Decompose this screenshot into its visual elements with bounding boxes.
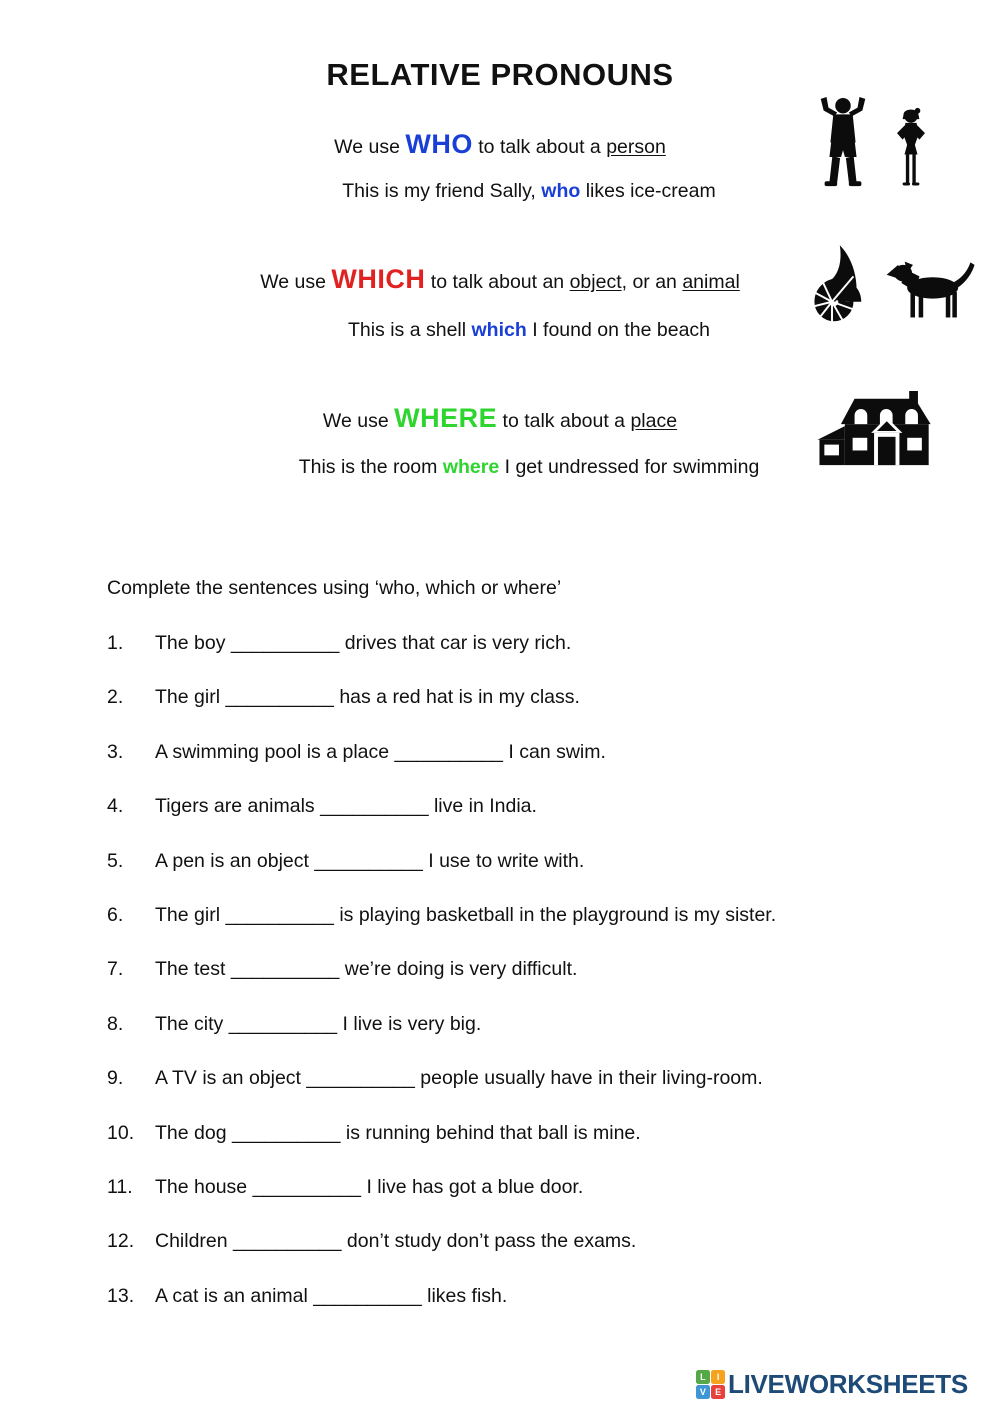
item-text-before: Children (155, 1230, 234, 1253)
item-text-after: I can swim. (502, 740, 606, 763)
item-text-after: I use to write with. (422, 849, 585, 872)
item-number: 5. (107, 849, 124, 872)
where-rule-prefix: We use (322, 410, 395, 432)
item-number: 6. (107, 903, 124, 926)
which-example-before: This is a shell (347, 319, 472, 341)
dog-icon (885, 258, 977, 331)
item-text-after: don’t study don’t pass the exams. (341, 1230, 637, 1253)
answer-blank[interactable]: __________ (306, 1067, 415, 1090)
item-number: 7. (107, 958, 124, 981)
item-text-after: we’re doing is very difficult. (339, 958, 578, 981)
item-text (155, 1174, 583, 1228)
item-text-before: Tigers are animals (155, 795, 321, 818)
where-rule-middle: to talk about a (497, 410, 631, 432)
exercise-item (107, 848, 977, 902)
exercise-list (107, 630, 977, 1337)
answer-blank[interactable]: __________ (225, 686, 334, 709)
answer-blank[interactable]: __________ (228, 1012, 338, 1035)
item-text-after: live in India. (428, 795, 537, 818)
item-text-before: The dog (155, 1121, 232, 1144)
item-text (155, 848, 584, 902)
item-text-before: The boy (155, 632, 231, 654)
shell-icon (793, 243, 871, 346)
item-text-before: A swimming pool is a place (155, 740, 395, 763)
which-example-after: I found on the beach (526, 319, 711, 341)
item-text (155, 1228, 636, 1282)
which-rule-prefix: We use (260, 271, 332, 293)
page-title: RELATIVE PRONOUNS (326, 57, 674, 92)
e-logo-tile: E (711, 1385, 725, 1399)
item-text-before: The house (155, 1175, 253, 1198)
item-number: 9. (107, 1067, 124, 1090)
which-example-keyword: which (471, 319, 527, 341)
answer-blank[interactable]: __________ (230, 632, 340, 654)
item-number: 2. (107, 686, 124, 709)
who-rule-prefix: We use (334, 136, 406, 158)
item-text (155, 1011, 481, 1065)
exercise-item (107, 902, 977, 956)
which-keyword: WHICH (331, 264, 426, 294)
exercise-instruction: Complete the sentences using ‘who, which or where’ (107, 577, 562, 599)
house-icon (816, 391, 938, 474)
exercise-item (107, 630, 977, 684)
which-rule-object1: object (569, 271, 622, 293)
i-logo-tile: I (711, 1370, 725, 1384)
which-rule-object2: animal (682, 271, 740, 293)
answer-blank[interactable]: __________ (313, 1284, 422, 1307)
item-text-before: A cat is an animal (155, 1284, 314, 1307)
which-rule-middle: to talk about an (425, 271, 570, 293)
liveworksheets-brand-text: LIVEWORKSHEETS (728, 1369, 968, 1399)
exercise-item (107, 1283, 977, 1337)
item-text-after: I live has got a blue door. (361, 1175, 584, 1198)
v-logo-tile: V (696, 1385, 710, 1399)
item-text (155, 902, 776, 956)
item-text (155, 739, 606, 793)
where-keyword: WHERE (394, 403, 498, 433)
where-example-keyword: where (442, 456, 500, 478)
liveworksheets-logo[interactable] (696, 1369, 968, 1400)
exercise-item (107, 1065, 977, 1119)
item-text-before: The city (155, 1012, 229, 1035)
who-keyword: WHO (405, 129, 473, 159)
who-example-after: likes ice-cream (580, 180, 716, 202)
person-icons-group (812, 101, 932, 194)
item-text-after: is playing basketball in the playground is my sister. (333, 903, 777, 926)
exercise-item (107, 1011, 977, 1065)
item-text (155, 1065, 763, 1119)
item-text (155, 956, 577, 1010)
answer-blank[interactable]: __________ (231, 1121, 341, 1144)
exercise-item (107, 1228, 977, 1282)
answer-blank[interactable]: __________ (320, 795, 429, 818)
who-example-keyword: who (541, 180, 581, 202)
where-example-before: This is the room (298, 456, 443, 478)
exercise-item (107, 956, 977, 1010)
where-example-after: I get undressed for swimming (499, 456, 760, 478)
exercise-item (107, 684, 977, 738)
item-text-after: has a red hat is in my class. (333, 686, 580, 709)
answer-blank[interactable]: __________ (314, 849, 423, 872)
item-number: 1. (107, 632, 124, 654)
item-text (155, 630, 571, 684)
answer-blank[interactable]: __________ (252, 1175, 362, 1198)
exercise-item (107, 739, 977, 793)
item-text (155, 684, 580, 738)
which-rule-joiner: , or an (621, 271, 683, 293)
item-text-after: likes fish. (421, 1284, 508, 1307)
answer-blank[interactable]: __________ (394, 740, 503, 763)
item-text-before: The girl (155, 686, 226, 709)
where-rule-object: place (630, 410, 678, 432)
answer-blank[interactable]: __________ (230, 958, 340, 981)
item-number: 13. (107, 1284, 135, 1307)
item-number: 10. (107, 1121, 135, 1144)
item-text (155, 1120, 641, 1174)
item-text-before: A pen is an object (155, 849, 315, 872)
item-number: 3. (107, 740, 124, 763)
exercise-item (107, 1120, 977, 1174)
item-number: 4. (107, 795, 124, 818)
answer-blank[interactable]: __________ (233, 1230, 342, 1253)
item-text-before: The girl (155, 903, 226, 926)
item-text-after: is running behind that ball is mine. (340, 1121, 641, 1144)
who-rule-middle: to talk about a (472, 136, 607, 158)
l-logo-tile: L (696, 1370, 710, 1384)
item-text-after: people usually have in their living-room. (414, 1067, 763, 1090)
item-number: 8. (107, 1012, 124, 1035)
item-text-after: I live is very big. (337, 1012, 482, 1035)
who-rule-object: person (606, 136, 666, 158)
item-text-after: drives that car is very rich. (339, 632, 572, 654)
item-number: 11. (107, 1175, 133, 1198)
liveworksheets-tiles (696, 1370, 725, 1399)
exercise-item (107, 1174, 977, 1228)
item-text (155, 793, 537, 847)
man-silhouette-icon (812, 96, 874, 194)
object-icons-group (793, 245, 977, 343)
item-text (155, 1283, 507, 1337)
woman-silhouette-icon (890, 107, 932, 194)
item-text-before: A TV is an object (155, 1067, 307, 1090)
item-number: 12. (107, 1230, 135, 1253)
answer-blank[interactable]: __________ (225, 903, 334, 926)
exercise-item (107, 793, 977, 847)
who-example-before: This is my friend Sally, (342, 180, 542, 202)
item-text-before: The test (155, 958, 231, 981)
